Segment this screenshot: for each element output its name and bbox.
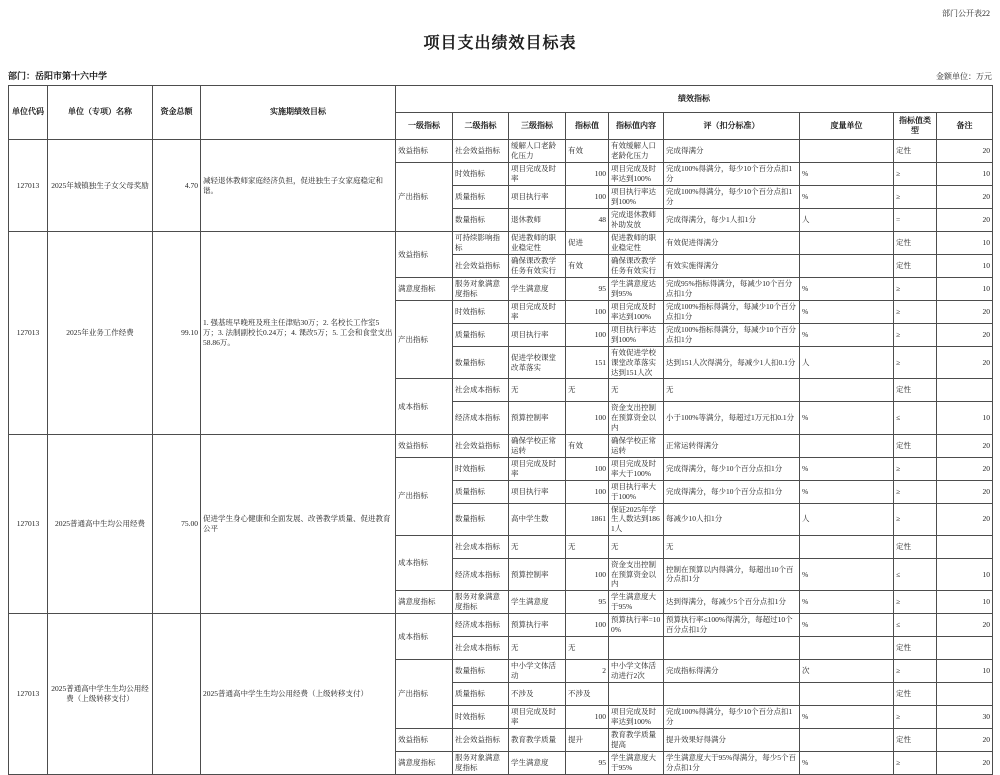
level1-indicator-cell: 效益指标 xyxy=(396,729,453,752)
criteria-cell: 完成100%指标得满分，每减少10个百分点扣1分 xyxy=(664,324,800,347)
indicator-value-cell: 95 xyxy=(566,752,609,775)
note-cell: 20 xyxy=(937,434,993,457)
criteria-cell xyxy=(664,637,800,660)
value-type-cell: ≥ xyxy=(894,301,937,324)
measure-unit-cell: % xyxy=(800,457,894,480)
note-cell xyxy=(937,683,993,706)
unit-code-cell: 127013 xyxy=(9,434,48,614)
criteria-cell: 完成得满分，每少1人扣1分 xyxy=(664,209,800,232)
level1-indicator-cell: 成本指标 xyxy=(396,614,453,660)
col-header-performance-indicators: 绩效指标 xyxy=(396,86,993,113)
criteria-cell xyxy=(664,683,800,706)
indicator-value-cell: 有效 xyxy=(566,434,609,457)
value-type-cell: 定性 xyxy=(894,232,937,255)
indicator-value-cell: 有效 xyxy=(566,140,609,163)
col-header-total-funds: 资金总额 xyxy=(153,86,201,140)
value-type-cell: ≥ xyxy=(894,660,937,683)
level3-indicator-cell: 确保课改教学任务有效实行 xyxy=(509,255,566,278)
indicator-value-cell: 100 xyxy=(566,301,609,324)
measure-unit-cell: 人 xyxy=(800,209,894,232)
criteria-cell: 每减少10人扣1分 xyxy=(664,503,800,535)
measure-unit-cell xyxy=(800,683,894,706)
measure-unit-cell xyxy=(800,729,894,752)
measure-unit-cell xyxy=(800,255,894,278)
note-cell: 10 xyxy=(937,232,993,255)
value-type-cell: ≤ xyxy=(894,558,937,590)
criteria-cell: 达到得满分，每减少5个百分点扣1分 xyxy=(664,591,800,614)
level3-indicator-cell: 缓解人口老龄化压力 xyxy=(509,140,566,163)
level3-indicator-cell: 退休教师 xyxy=(509,209,566,232)
note-cell: 20 xyxy=(937,186,993,209)
level2-indicator-cell: 时效指标 xyxy=(453,301,509,324)
measure-unit-cell: % xyxy=(800,324,894,347)
measure-unit-cell: % xyxy=(800,558,894,590)
level2-indicator-cell: 经济成本指标 xyxy=(453,402,509,434)
department-label: 部门：岳阳市第十六中学 xyxy=(8,71,108,81)
level3-indicator-cell: 无 xyxy=(509,637,566,660)
measure-unit-cell: 次 xyxy=(800,660,894,683)
note-cell xyxy=(937,379,993,402)
indicator-value-cell: 促进 xyxy=(566,232,609,255)
measure-unit-cell xyxy=(800,637,894,660)
level3-indicator-cell: 项目完成及时率 xyxy=(509,163,566,186)
level2-indicator-cell: 质量指标 xyxy=(453,324,509,347)
level2-indicator-cell: 社会效益指标 xyxy=(453,729,509,752)
indicator-row xyxy=(9,434,993,457)
level3-indicator-cell: 高中学生数 xyxy=(509,503,566,535)
form-number-label: 部门公开表22 xyxy=(942,9,990,18)
header-row-1 xyxy=(9,86,993,113)
value-content-cell xyxy=(609,683,664,706)
level3-indicator-cell: 预算控制率 xyxy=(509,402,566,434)
level3-indicator-cell: 预算控制率 xyxy=(509,558,566,590)
col-header-note: 备注 xyxy=(937,113,993,140)
level3-indicator-cell: 学生满意度 xyxy=(509,752,566,775)
criteria-cell: 完成100%指标得满分，每减少10个百分点扣1分 xyxy=(664,301,800,324)
value-content-cell: 无 xyxy=(609,379,664,402)
level2-indicator-cell: 社会成本指标 xyxy=(453,379,509,402)
note-cell: 20 xyxy=(937,347,993,379)
note-cell: 20 xyxy=(937,324,993,347)
criteria-cell: 完成95%指标得满分，每减少10个百分点扣1分 xyxy=(664,278,800,301)
measure-unit-cell: % xyxy=(800,163,894,186)
level2-indicator-cell: 服务对象满意度指标 xyxy=(453,591,509,614)
measure-unit-cell: % xyxy=(800,301,894,324)
funds-cell: 4.70 xyxy=(153,140,201,232)
value-type-cell: ≥ xyxy=(894,480,937,503)
unit-code-cell: 127013 xyxy=(9,232,48,435)
criteria-cell: 完成得满分，每少10个百分点扣1分 xyxy=(664,480,800,503)
measure-unit-cell: % xyxy=(800,278,894,301)
value-type-cell: ≥ xyxy=(894,278,937,301)
level1-indicator-cell: 满意度指标 xyxy=(396,278,453,301)
value-type-cell: 定性 xyxy=(894,434,937,457)
level2-indicator-cell: 质量指标 xyxy=(453,480,509,503)
level1-indicator-cell: 满意度指标 xyxy=(396,591,453,614)
level2-indicator-cell: 时效指标 xyxy=(453,163,509,186)
value-content-cell: 保证2025年学生人数达到1861人 xyxy=(609,503,664,535)
indicator-row xyxy=(9,140,993,163)
value-type-cell: 定性 xyxy=(894,379,937,402)
level2-indicator-cell: 社会效益指标 xyxy=(453,140,509,163)
value-content-cell xyxy=(609,637,664,660)
page-title: 项目支出绩效目标表 xyxy=(423,35,577,52)
indicator-value-cell: 100 xyxy=(566,457,609,480)
indicator-value-cell: 100 xyxy=(566,706,609,729)
value-type-cell: = xyxy=(894,209,937,232)
measure-unit-cell xyxy=(800,535,894,558)
criteria-cell: 完成得满分 xyxy=(664,140,800,163)
indicator-value-cell: 不涉及 xyxy=(566,683,609,706)
value-content-cell: 教育教学质量提高 xyxy=(609,729,664,752)
value-content-cell: 促进教师的职业稳定性 xyxy=(609,232,664,255)
goal-cell: 减轻退休教师家庭经济负担，促进独生子女家庭稳定和谐。 xyxy=(201,140,396,232)
level1-indicator-cell: 产出指标 xyxy=(396,163,453,232)
value-content-cell: 项目执行率达到100% xyxy=(609,324,664,347)
level3-indicator-cell: 项目执行率 xyxy=(509,186,566,209)
indicator-value-cell: 无 xyxy=(566,535,609,558)
indicator-value-cell: 95 xyxy=(566,278,609,301)
value-content-cell: 项目完成及时率达到100% xyxy=(609,706,664,729)
indicator-value-cell: 100 xyxy=(566,186,609,209)
level3-indicator-cell: 项目完成及时率 xyxy=(509,706,566,729)
level2-indicator-cell: 服务对象满意度指标 xyxy=(453,278,509,301)
value-content-cell: 无 xyxy=(609,535,664,558)
criteria-cell: 有效实施得满分 xyxy=(664,255,800,278)
note-cell: 20 xyxy=(937,503,993,535)
note-cell: 20 xyxy=(937,752,993,775)
criteria-cell: 正常运转得满分 xyxy=(664,434,800,457)
criteria-cell: 小于100%等满分，每超过1万元扣0.1分 xyxy=(664,402,800,434)
note-cell: 20 xyxy=(937,480,993,503)
goal-cell: 2025普通高中学生生均公用经费（上级转移支付） xyxy=(201,614,396,775)
funds-cell: 99.10 xyxy=(153,232,201,435)
level2-indicator-cell: 经济成本指标 xyxy=(453,614,509,637)
funds-cell: 75.00 xyxy=(153,434,201,614)
measure-unit-cell: % xyxy=(800,591,894,614)
indicator-value-cell: 1861 xyxy=(566,503,609,535)
indicator-value-cell: 100 xyxy=(566,402,609,434)
table-header xyxy=(9,86,993,140)
note-cell xyxy=(937,535,993,558)
value-type-cell: ≥ xyxy=(894,163,937,186)
level1-indicator-cell: 成本指标 xyxy=(396,379,453,434)
level3-indicator-cell: 无 xyxy=(509,379,566,402)
measure-unit-cell xyxy=(800,140,894,163)
level3-indicator-cell: 项目完成及时率 xyxy=(509,457,566,480)
note-cell: 20 xyxy=(937,729,993,752)
indicator-value-cell: 2 xyxy=(566,660,609,683)
project-name-cell: 2025普通高中学生生均公用经费（上级转移支付） xyxy=(48,614,153,775)
col-header-level2: 二级指标 xyxy=(453,113,509,140)
level1-indicator-cell: 产出指标 xyxy=(396,660,453,729)
funds-cell xyxy=(153,614,201,775)
value-type-cell: 定性 xyxy=(894,140,937,163)
value-type-cell: 定性 xyxy=(894,683,937,706)
value-content-cell: 中小学文体活动进行2次 xyxy=(609,660,664,683)
performance-target-table xyxy=(8,85,993,775)
value-type-cell: ≤ xyxy=(894,402,937,434)
indicator-value-cell: 提升 xyxy=(566,729,609,752)
level2-indicator-cell: 社会效益指标 xyxy=(453,434,509,457)
indicator-value-cell: 100 xyxy=(566,163,609,186)
criteria-cell: 无 xyxy=(664,535,800,558)
value-type-cell: ≥ xyxy=(894,706,937,729)
criteria-cell: 完成指标得满分 xyxy=(664,660,800,683)
col-header-value-type: 指标值类型 xyxy=(894,113,937,140)
level2-indicator-cell: 社会成本指标 xyxy=(453,637,509,660)
measure-unit-cell: % xyxy=(800,480,894,503)
criteria-cell: 有效促进得满分 xyxy=(664,232,800,255)
meta-row xyxy=(8,69,992,82)
criteria-cell: 无 xyxy=(664,379,800,402)
indicator-value-cell: 100 xyxy=(566,558,609,590)
criteria-cell: 提升效果好得满分 xyxy=(664,729,800,752)
value-type-cell: ≥ xyxy=(894,457,937,480)
measure-unit-cell xyxy=(800,434,894,457)
measure-unit-cell: 人 xyxy=(800,503,894,535)
indicator-value-cell: 无 xyxy=(566,379,609,402)
value-content-cell: 资金支出控制在预算资金以内 xyxy=(609,402,664,434)
value-content-cell: 项目执行率大于100% xyxy=(609,480,664,503)
value-type-cell: ≤ xyxy=(894,614,937,637)
measure-unit-cell: % xyxy=(800,402,894,434)
note-cell: 20 xyxy=(937,614,993,637)
value-content-cell: 项目执行率达到100% xyxy=(609,186,664,209)
criteria-cell: 学生满意度大于95%得满分，每少5个百分点扣1分 xyxy=(664,752,800,775)
level3-indicator-cell: 中小学文体活动 xyxy=(509,660,566,683)
indicator-value-cell: 无 xyxy=(566,637,609,660)
level2-indicator-cell: 经济成本指标 xyxy=(453,558,509,590)
value-type-cell: ≥ xyxy=(894,186,937,209)
value-content-cell: 项目完成及时率达到100% xyxy=(609,163,664,186)
indicator-row xyxy=(9,232,993,255)
level2-indicator-cell: 时效指标 xyxy=(453,457,509,480)
goal-cell: 促进学生身心健康和全面发展、改善教学质量、促进教育公平 xyxy=(201,434,396,614)
level3-indicator-cell: 促进学校课堂改革落实 xyxy=(509,347,566,379)
level2-indicator-cell: 可持续影响指标 xyxy=(453,232,509,255)
note-cell: 10 xyxy=(937,402,993,434)
criteria-cell: 完成100%得满分，每少10个百分点扣1分 xyxy=(664,163,800,186)
criteria-cell: 控制在预算以内得满分，每超出10个百分点扣1分 xyxy=(664,558,800,590)
indicator-value-cell: 有效 xyxy=(566,255,609,278)
note-cell: 10 xyxy=(937,660,993,683)
level2-indicator-cell: 社会成本指标 xyxy=(453,535,509,558)
value-type-cell: ≥ xyxy=(894,324,937,347)
criteria-cell: 达到151人次得满分，每减少1人扣0.1分 xyxy=(664,347,800,379)
level2-indicator-cell: 数量指标 xyxy=(453,503,509,535)
level3-indicator-cell: 预算执行率 xyxy=(509,614,566,637)
value-type-cell: 定性 xyxy=(894,637,937,660)
level3-indicator-cell: 无 xyxy=(509,535,566,558)
level3-indicator-cell: 项目完成及时率 xyxy=(509,301,566,324)
note-cell: 20 xyxy=(937,301,993,324)
col-header-indicator-value: 指标值 xyxy=(566,113,609,140)
value-content-cell: 确保课改教学任务有效实行 xyxy=(609,255,664,278)
level2-indicator-cell: 社会效益指标 xyxy=(453,255,509,278)
note-cell: 10 xyxy=(937,591,993,614)
value-content-cell: 有效缓解人口老龄化压力 xyxy=(609,140,664,163)
col-header-measure-unit: 度量单位 xyxy=(800,113,894,140)
value-content-cell: 有效促进学校课堂改革落实达到151人次 xyxy=(609,347,664,379)
value-type-cell: ≥ xyxy=(894,752,937,775)
measure-unit-cell: % xyxy=(800,614,894,637)
level1-indicator-cell: 效益指标 xyxy=(396,434,453,457)
project-name-cell: 2025年城镇独生子女父母奖励 xyxy=(48,140,153,232)
level3-indicator-cell: 确保学校正常运转 xyxy=(509,434,566,457)
note-cell: 20 xyxy=(937,209,993,232)
value-content-cell: 项目完成及时率达到100% xyxy=(609,301,664,324)
indicator-value-cell: 100 xyxy=(566,324,609,347)
level3-indicator-cell: 学生满意度 xyxy=(509,278,566,301)
level1-indicator-cell: 产出指标 xyxy=(396,301,453,379)
level3-indicator-cell: 教育教学质量 xyxy=(509,729,566,752)
unit-code-cell: 127013 xyxy=(9,140,48,232)
col-header-value-content: 指标值内容 xyxy=(609,113,664,140)
project-name-cell: 2025普通高中生均公用经费 xyxy=(48,434,153,614)
level3-indicator-cell: 项目执行率 xyxy=(509,324,566,347)
criteria-cell: 完成100%得满分，每少10个百分点扣1分 xyxy=(664,186,800,209)
value-content-cell: 学生满意度大于95% xyxy=(609,752,664,775)
level2-indicator-cell: 数量指标 xyxy=(453,660,509,683)
value-content-cell: 学生满意度大于95% xyxy=(609,591,664,614)
level1-indicator-cell: 效益指标 xyxy=(396,232,453,278)
level2-indicator-cell: 质量指标 xyxy=(453,683,509,706)
indicator-value-cell: 100 xyxy=(566,614,609,637)
col-header-criteria: 评（扣分标准） xyxy=(664,113,800,140)
note-cell xyxy=(937,637,993,660)
table-body xyxy=(9,140,993,775)
note-cell: 10 xyxy=(937,163,993,186)
value-content-cell: 资金支出控制在预算资金以内 xyxy=(609,558,664,590)
level3-indicator-cell: 学生满意度 xyxy=(509,591,566,614)
col-header-period-goal: 实施期绩效目标 xyxy=(201,86,396,140)
value-type-cell: 定性 xyxy=(894,729,937,752)
measure-unit-cell: % xyxy=(800,706,894,729)
measure-unit-cell xyxy=(800,232,894,255)
level2-indicator-cell: 服务对象满意度指标 xyxy=(453,752,509,775)
criteria-cell: 完成得满分，每少10个百分点扣1分 xyxy=(664,457,800,480)
level2-indicator-cell: 时效指标 xyxy=(453,706,509,729)
note-cell: 20 xyxy=(937,457,993,480)
goal-cell: 1. 强基班早晚班及班主任津贴30万；2. 名校长工作室5万；3. 法制副校长0.24万；4. 课改5万；5. 工会和食堂支出58.86万。 xyxy=(201,232,396,435)
note-cell: 10 xyxy=(937,278,993,301)
level2-indicator-cell: 数量指标 xyxy=(453,347,509,379)
col-header-level3: 三级指标 xyxy=(509,113,566,140)
measure-unit-cell: 人 xyxy=(800,347,894,379)
note-cell: 20 xyxy=(937,140,993,163)
value-type-cell: ≥ xyxy=(894,503,937,535)
indicator-value-cell: 151 xyxy=(566,347,609,379)
measure-unit-cell: % xyxy=(800,186,894,209)
indicator-value-cell: 95 xyxy=(566,591,609,614)
measure-unit-cell xyxy=(800,379,894,402)
level2-indicator-cell: 数量指标 xyxy=(453,209,509,232)
unit-code-cell: 127013 xyxy=(9,614,48,775)
note-cell: 10 xyxy=(937,255,993,278)
indicator-value-cell: 100 xyxy=(566,480,609,503)
value-content-cell: 学生满意度达到95% xyxy=(609,278,664,301)
level1-indicator-cell: 满意度指标 xyxy=(396,752,453,775)
col-header-project-name: 单位（专项）名称 xyxy=(48,86,153,140)
col-header-level1: 一级指标 xyxy=(396,113,453,140)
note-cell: 10 xyxy=(937,558,993,590)
level2-indicator-cell: 质量指标 xyxy=(453,186,509,209)
value-type-cell: 定性 xyxy=(894,255,937,278)
criteria-cell: 预算执行率≤100%得满分，每超过10个百分点扣1分 xyxy=(664,614,800,637)
value-content-cell: 完成退休教师补助发放 xyxy=(609,209,664,232)
measure-unit-cell: % xyxy=(800,752,894,775)
value-type-cell: ≥ xyxy=(894,591,937,614)
value-content-cell: 预算执行率=100% xyxy=(609,614,664,637)
criteria-cell: 完成100%得满分，每少10个百分点扣1分 xyxy=(664,706,800,729)
value-type-cell: ≥ xyxy=(894,347,937,379)
level3-indicator-cell: 项目执行率 xyxy=(509,480,566,503)
value-content-cell: 确保学校正常运转 xyxy=(609,434,664,457)
value-content-cell: 项目完成及时率大于100% xyxy=(609,457,664,480)
level1-indicator-cell: 效益指标 xyxy=(396,140,453,163)
amount-unit-label: 金额单位：万元 xyxy=(936,72,992,81)
level3-indicator-cell: 不涉及 xyxy=(509,683,566,706)
project-name-cell: 2025年业务工作经费 xyxy=(48,232,153,435)
level3-indicator-cell: 促进教师的职业稳定性 xyxy=(509,232,566,255)
indicator-value-cell: 48 xyxy=(566,209,609,232)
note-cell: 30 xyxy=(937,706,993,729)
level1-indicator-cell: 成本指标 xyxy=(396,535,453,590)
value-type-cell: 定性 xyxy=(894,535,937,558)
col-header-unit-code: 单位代码 xyxy=(9,86,48,140)
indicator-row xyxy=(9,614,993,637)
level1-indicator-cell: 产出指标 xyxy=(396,457,453,535)
